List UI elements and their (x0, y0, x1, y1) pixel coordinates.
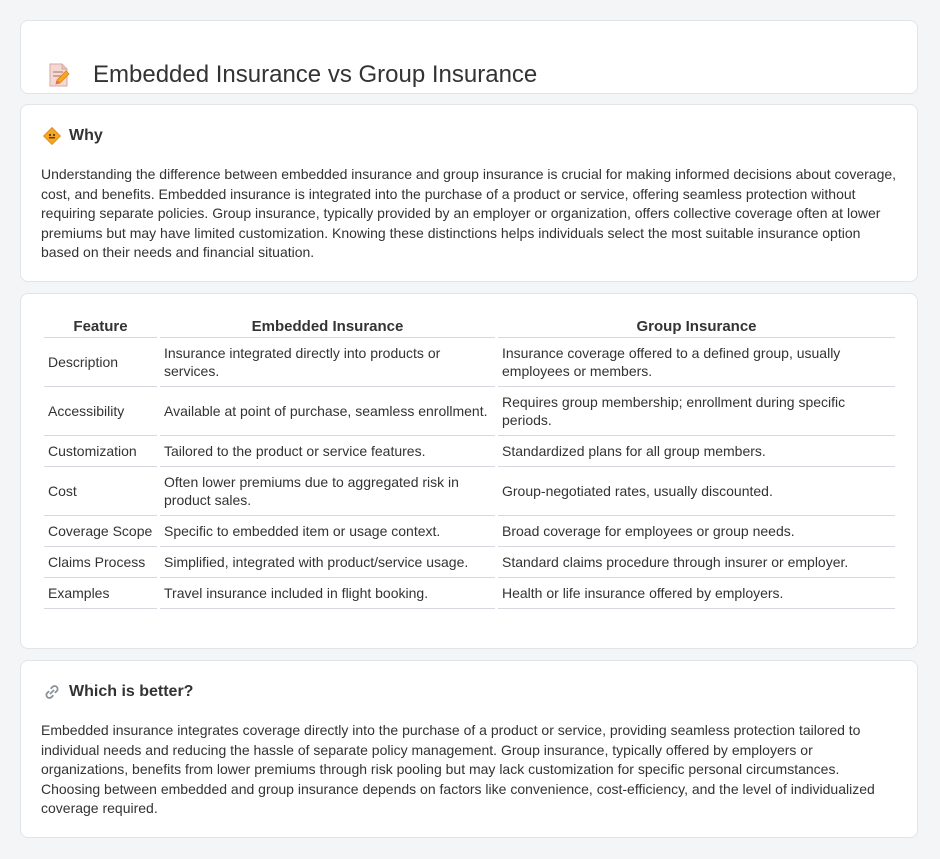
row-group: Broad coverage for employees or group needs. (498, 516, 895, 547)
table-row (44, 387, 895, 436)
row-embedded: Insurance integrated directly into products or services. (160, 338, 495, 387)
row-feature: Description (44, 338, 157, 387)
row-embedded: Travel insurance included in flight booking. (160, 578, 495, 609)
diamond-sign-icon (43, 127, 61, 145)
document-edit-icon (47, 62, 71, 88)
row-feature: Coverage Scope (44, 516, 157, 547)
which-better-section (20, 660, 918, 838)
why-heading: Why (69, 127, 103, 144)
table-row (44, 467, 895, 516)
table-header-row (44, 316, 895, 338)
row-embedded: Often lower premiums due to aggregated risk in product sales. (160, 467, 495, 516)
row-group: Standardized plans for all group members. (498, 436, 895, 467)
row-group: Requires group membership; enrollment during specific periods. (498, 387, 895, 436)
row-embedded: Tailored to the product or service features. (160, 436, 495, 467)
why-section (20, 104, 918, 282)
table-row (44, 516, 895, 547)
link-icon (43, 683, 61, 701)
why-body: Understanding the difference between embedded insurance and group insurance is crucial for making informed decisions about coverage, cost, and benefits. Embedded insurance is integrated into the purchase of a product or service, offering seamless protection without requiring separate policies. Group insurance, typically provided by an employer or organization, offers collective coverage often at lower premiums but may have limited customization. Knowing these distinctions helps individuals select the most suitable insurance option based on their needs and financial situation. (41, 166, 897, 261)
page-title: Embedded Insurance vs Group Insurance (93, 61, 538, 89)
better-body: Embedded insurance integrates coverage directly into the purchase of a product or service, providing seamless protection tailored to individual needs and reducing the hassle of separate policy management. Group insurance, typically offered by employers or organizations, benefits from lower premiums through risk pooling but may lack customization for specific personal circumstances. Choosing between embedded and group insurance depends on factors like convenience, cost-efficiency, and the level of individualized coverage required. (41, 722, 875, 817)
table-row (44, 547, 895, 578)
header-embedded: Embedded Insurance (160, 316, 495, 338)
row-feature: Examples (44, 578, 157, 609)
comparison-section (20, 293, 918, 649)
comparison-table (41, 316, 898, 609)
table-row (44, 338, 895, 387)
why-heading-row (43, 127, 103, 145)
title-card (20, 20, 918, 94)
table-row (44, 578, 895, 609)
row-embedded: Available at point of purchase, seamless enrollment. (160, 387, 495, 436)
table-row (44, 436, 895, 467)
row-group: Standard claims procedure through insurer or employer. (498, 547, 895, 578)
better-heading: Which is better? (69, 683, 194, 700)
row-group: Group-negotiated rates, usually discounted. (498, 467, 895, 516)
row-feature: Accessibility (44, 387, 157, 436)
header-group: Group Insurance (498, 316, 895, 338)
header-feature: Feature (44, 316, 157, 338)
row-group: Insurance coverage offered to a defined group, usually employees or members. (498, 338, 895, 387)
better-heading-row (43, 683, 193, 701)
row-embedded: Simplified, integrated with product/service usage. (160, 547, 495, 578)
row-feature: Cost (44, 467, 157, 516)
row-group: Health or life insurance offered by employers. (498, 578, 895, 609)
row-embedded: Specific to embedded item or usage context. (160, 516, 495, 547)
title-row (47, 45, 537, 105)
row-feature: Customization (44, 436, 157, 467)
row-feature: Claims Process (44, 547, 157, 578)
